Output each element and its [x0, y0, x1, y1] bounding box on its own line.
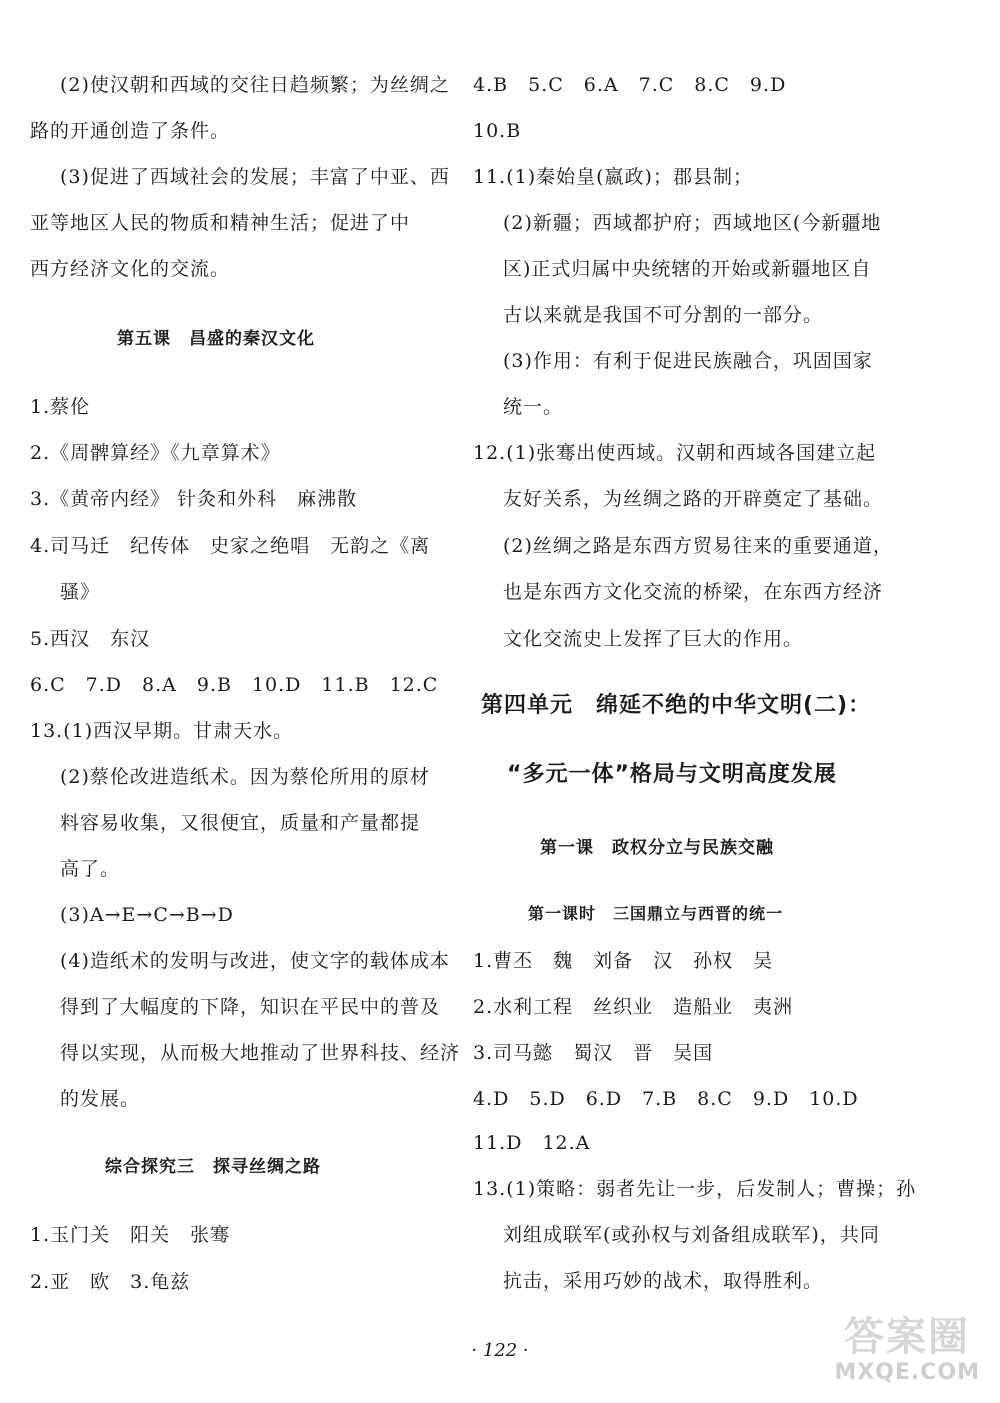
answer-line: 统一。	[503, 396, 564, 418]
answer-line: 抗击，采用巧妙的战术，取得胜利。	[503, 1270, 824, 1292]
answer-line: 12.(1)张骞出使西域。汉朝和西域各国建立起	[473, 442, 877, 464]
answer-line: 友好关系，为丝绸之路的开辟奠定了基础。	[503, 488, 884, 510]
answer-line: 3.司马懿 蜀汉 晋 吴国	[473, 1042, 714, 1064]
answer-line: 料容易收集，又很便宜，质量和产量都提	[60, 812, 421, 834]
answer-line: (2)新疆；西域都护府；西域地区(今新疆地	[503, 212, 882, 234]
answer-line: 骚》	[60, 581, 101, 603]
answer-line: (2)丝绸之路是东西方贸易往来的重要通道，	[503, 535, 893, 557]
answer-line: 6.C 7.D 8.A 9.B 10.D 11.B 12.C	[30, 674, 439, 696]
lesson-heading: 第五课 昌盛的秦汉文化	[117, 329, 315, 349]
answer-line: (2)使汉朝和西域的交往日趋频繁；为丝绸之	[60, 74, 450, 96]
answer-line: 11.D 12.A	[473, 1132, 591, 1154]
answer-line: 区)正式归属中央统辖的开始或新疆地区自	[503, 258, 872, 280]
answer-line: 高了。	[60, 858, 121, 880]
period-heading: 第一课时 三国鼎立与西晋的统一	[528, 904, 784, 923]
page-number: · 122 ·	[471, 1340, 529, 1361]
answer-line: 2.水利工程 丝织业 造船业 夷洲	[473, 996, 794, 1018]
answer-line: 4.司马迁 纪传体 史家之绝唱 无韵之《离	[30, 535, 431, 557]
answer-line: 1.玉门关 阳关 张骞	[30, 1224, 231, 1246]
answer-line: 2.《周髀算经》《九章算术》	[30, 442, 281, 464]
unit-subheading: “多元一体”格局与文明高度发展	[507, 762, 837, 787]
answer-line: 路的开通创造了条件。	[30, 120, 231, 142]
answer-line: 4.D 5.D 6.D 7.B 8.C 9.D 10.D	[473, 1088, 859, 1110]
answer-line: 13.(1)策略：弱者先让一步，后发制人；曹操；孙	[473, 1178, 917, 1200]
answer-line: 4.B 5.C 6.A 7.C 8.C 9.D	[473, 74, 787, 96]
answer-line: 3.《黄帝内经》 针灸和外科 麻沸散	[30, 488, 358, 510]
answer-line: 13.(1)西汉早期。甘肃天水。	[30, 720, 294, 742]
answer-line: 的发展。	[60, 1088, 141, 1110]
answer-line: 2.亚 欧 3.龟兹	[30, 1271, 191, 1293]
answer-line: 刘组成联军(或孙权与刘备组成联军)，共同	[503, 1224, 880, 1246]
answer-line: (3)A→E→C→B→D	[60, 904, 234, 926]
answer-line: 得以实现，从而极大地推动了世界科技、经济	[60, 1042, 461, 1064]
answer-line: (2)蔡伦改进造纸术。因为蔡伦所用的原材	[60, 766, 430, 788]
answer-line: (3)作用：有利于促进民族融合，巩固国家	[503, 350, 873, 372]
section-heading: 综合探究三 探寻丝绸之路	[105, 1157, 321, 1177]
answer-line: (4)造纸术的发明与改进，使文字的载体成本	[60, 950, 450, 972]
watermark-logo	[770, 1305, 980, 1385]
answer-line: (3)促进了西域社会的发展；丰富了中亚、西	[60, 166, 450, 188]
answer-line: 10.B	[473, 120, 522, 142]
answer-line: 得到了大幅度的下降，知识在平民中的普及	[60, 996, 441, 1018]
answer-line: 11.(1)秦始皇(嬴政)；郡县制；	[473, 166, 753, 188]
answer-line: 也是东西方文化交流的桥梁，在东西方经济	[503, 581, 884, 603]
watermark-text: 答案圈	[844, 1314, 970, 1360]
answer-line: 西方经济文化的交流。	[30, 258, 231, 280]
answer-line: 文化交流史上发挥了巨大的作用。	[503, 628, 804, 650]
lesson-heading: 第一课 政权分立与民族交融	[540, 838, 774, 858]
answer-line: 5.西汉 东汉	[30, 628, 151, 650]
answer-line: 1.曹丕 魏 刘备 汉 孙权 吴	[473, 950, 774, 972]
unit-heading: 第四单元 绵延不绝的中华文明(二)：	[481, 693, 872, 718]
answer-line: 1.蔡伦	[30, 396, 91, 418]
answer-line: 古以来就是我国不可分割的一部分。	[503, 304, 824, 326]
answer-line: 亚等地区人民的物质和精神生活；促进了中	[30, 212, 411, 234]
watermark-url: MXQE.COM	[834, 1360, 980, 1385]
